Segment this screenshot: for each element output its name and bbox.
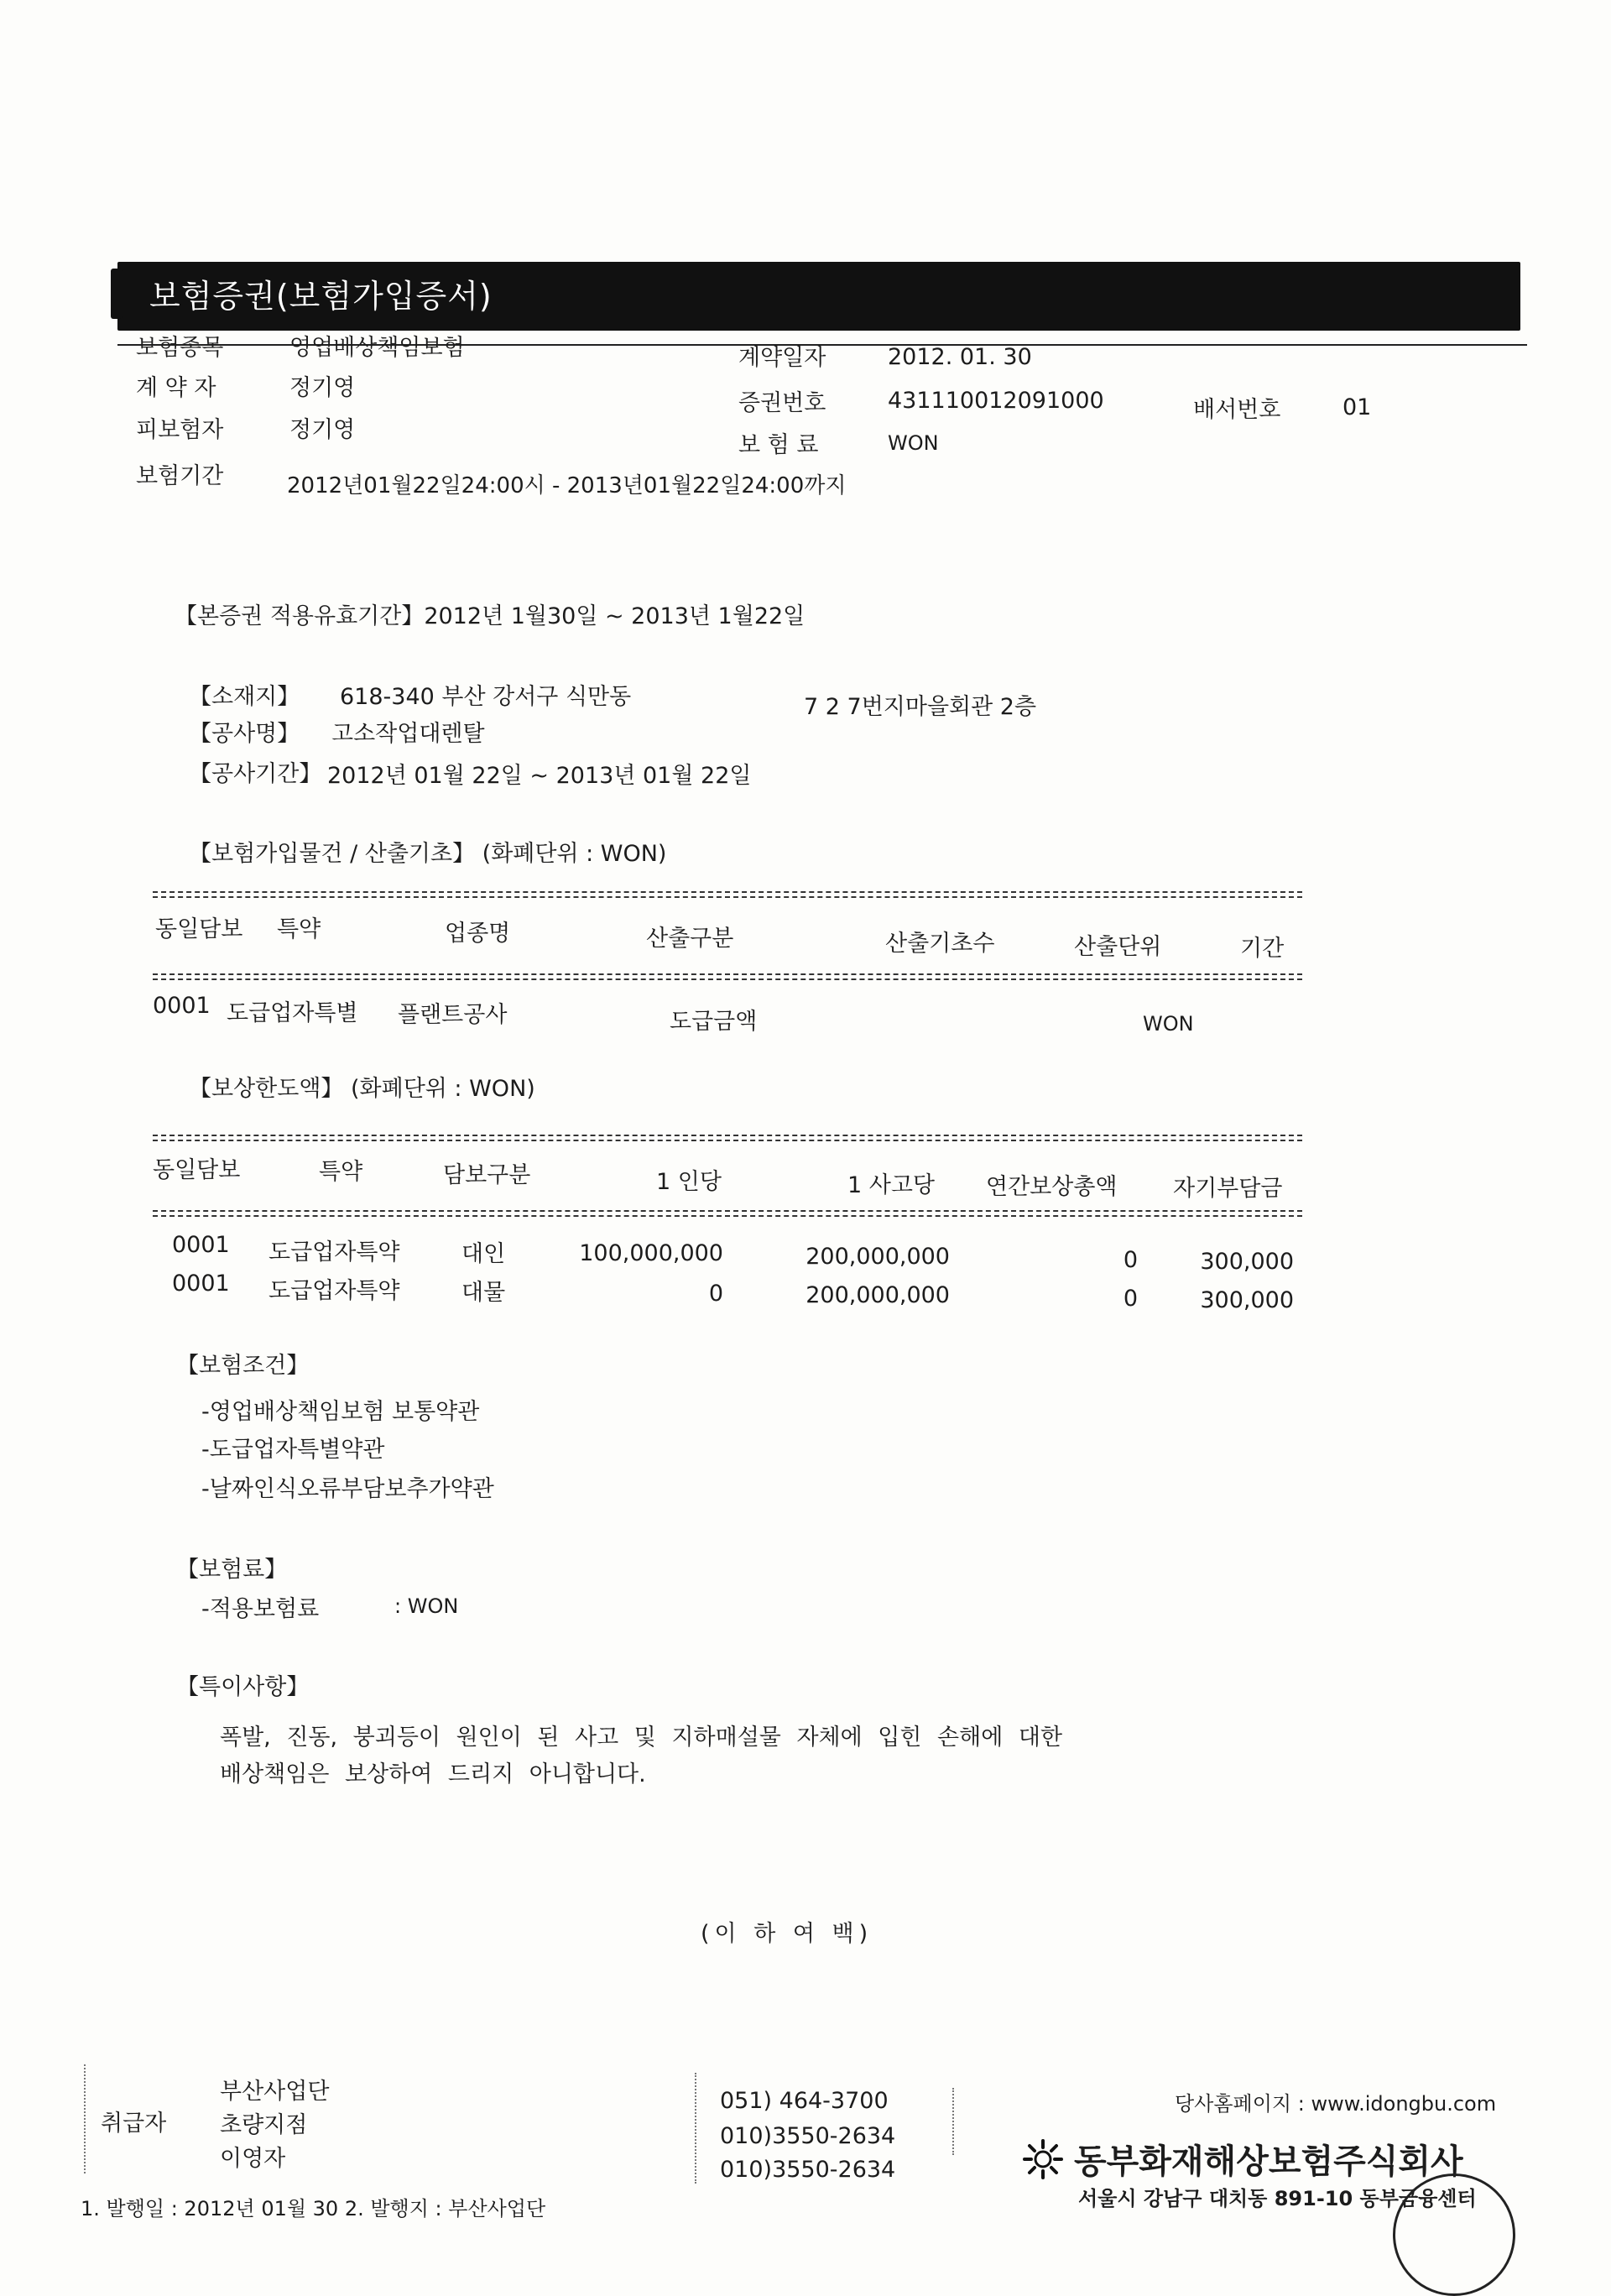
- conditions-heading: 【보험조건】: [176, 1353, 310, 1379]
- contractor-label: 계 약 자: [136, 375, 216, 401]
- limits-heading: 【보상한도액】 (화폐단위 : WON): [189, 1076, 535, 1102]
- limits-row-per-accident: 200,000,000: [806, 1282, 950, 1308]
- contract-date-label: 계약일자: [738, 345, 826, 371]
- period-label: 보험기간: [136, 463, 224, 489]
- handler-branch: 초량지점: [220, 2112, 308, 2138]
- validity-period: 【본증권 적용유효기간】2012년 1월30일 ~ 2013년 1월22일: [175, 603, 806, 629]
- condition-item: -영업배상책임보험 보통약관: [201, 1399, 480, 1425]
- location-value: 618-340 부산 강서구 식만동: [340, 684, 632, 710]
- limits-row-clause: 도급업자특약: [268, 1239, 400, 1265]
- limits-row-per-person: 100,000,000: [579, 1240, 723, 1266]
- project-period-label: 【공사기간】: [189, 761, 322, 787]
- limits-header-deductible: 자기부담금: [1173, 1176, 1283, 1202]
- basis-header-same-coverage: 동일담보: [155, 916, 243, 942]
- title-bar-mark: [111, 269, 123, 319]
- phone-2: 010)3550-2634: [720, 2123, 896, 2149]
- project-value: 고소작업대렌탈: [331, 721, 485, 747]
- company-seal: [1393, 2173, 1515, 2296]
- location-label: 【소재지】: [189, 684, 300, 710]
- applied-premium-value: : WON: [394, 1594, 459, 1618]
- basis-header-calc-type: 산출구분: [646, 926, 734, 952]
- limits-row-type: 대물: [461, 1280, 506, 1306]
- limits-header-per-person: 1 인당: [656, 1169, 722, 1195]
- table-rule: [153, 1135, 1302, 1136]
- basis-header-unit: 산출단위: [1074, 934, 1162, 960]
- location-value-detail: 7 2 7번지마을회관 2층: [804, 694, 1037, 720]
- limits-row-per-person: 0: [708, 1281, 723, 1307]
- basis-row-clause: 도급업자특별: [227, 1000, 358, 1026]
- end-mark: (이 하 여 백): [701, 1921, 873, 1947]
- limits-row-annual: 0: [1123, 1247, 1138, 1273]
- limits-row-annual: 0: [1123, 1286, 1138, 1312]
- product-label: 보험종목: [136, 335, 224, 361]
- table-rule: [153, 1215, 1302, 1217]
- footer-divider: [84, 2064, 86, 2173]
- issue-info: 1. 발행일 : 2012년 01월 30 2. 발행지 : 부산사업단: [81, 2197, 546, 2220]
- company-name: 동부화재해상보험주식회사: [1074, 2142, 1463, 2181]
- table-rule: [153, 978, 1302, 980]
- basis-row-unit: WON: [1143, 1012, 1194, 1036]
- document-title: 보험증권(보험가입증서): [149, 278, 493, 315]
- limits-row-code: 0001: [172, 1271, 230, 1297]
- basis-row-industry: 플랜트공사: [398, 1002, 508, 1028]
- condition-item: -도급업자특별약관: [201, 1437, 385, 1463]
- insured-label: 피보험자: [136, 417, 224, 443]
- table-rule: [153, 891, 1302, 893]
- limits-header-same-coverage: 동일담보: [153, 1157, 241, 1183]
- company-logo-icon: [1022, 2138, 1064, 2180]
- basis-header-calc-base: 산출기초수: [885, 931, 995, 957]
- notes-heading: 【특이사항】: [176, 1674, 310, 1700]
- insured-value: 정기영: [289, 417, 356, 443]
- policy-no-label: 증권번호: [738, 390, 826, 416]
- applied-premium-label: -적용보험료: [201, 1596, 320, 1622]
- limits-row-clause: 도급업자특약: [268, 1278, 400, 1304]
- table-rule: [153, 973, 1302, 975]
- period-value: 2012년01월22일24:00시 - 2013년01월22일24:00까지: [287, 473, 847, 498]
- company-address: 서울시 강남구 대치동 891-10 동부금융센터: [1078, 2187, 1477, 2210]
- footer-divider: [695, 2073, 696, 2184]
- premium-heading: 【보험료】: [176, 1557, 288, 1583]
- basis-row-code: 0001: [153, 993, 211, 1019]
- contractor-value: 정기영: [289, 375, 356, 401]
- footer-divider: [952, 2088, 954, 2155]
- limits-header-annual-total: 연간보상총액: [986, 1174, 1118, 1200]
- table-rule: [153, 1140, 1302, 1141]
- contract-date-value: 2012. 01. 30: [888, 344, 1032, 370]
- endorse-no-label: 배서번호: [1193, 397, 1281, 423]
- limits-row-deductible: 300,000: [1200, 1249, 1294, 1275]
- handler-label: 취급자: [101, 2111, 167, 2137]
- basis-header-clause: 특약: [277, 916, 321, 942]
- table-rule: [153, 896, 1302, 898]
- product-value: 영업배상책임보험: [289, 335, 465, 361]
- endorse-no-value: 01: [1342, 394, 1372, 420]
- premium-value: WON: [888, 431, 939, 455]
- limits-header-per-accident: 1 사고당: [847, 1172, 936, 1198]
- handler-branch-group: 부산사업단: [220, 2079, 330, 2105]
- basis-header-industry: 업종명: [445, 921, 511, 947]
- title-bar: [117, 262, 1520, 331]
- basis-row-calc-type: 도급금액: [670, 1009, 758, 1035]
- premium-label: 보 험 료: [738, 432, 819, 458]
- phone-1: 051) 464-3700: [720, 2088, 889, 2114]
- notes-line-2: 배상책임은 보상하여 드리지 아니합니다.: [220, 1761, 646, 1787]
- limits-row-code: 0001: [172, 1232, 230, 1258]
- limits-row-per-accident: 200,000,000: [806, 1244, 950, 1270]
- table-rule: [153, 1210, 1302, 1212]
- limits-header-clause: 특약: [319, 1159, 363, 1185]
- condition-item: -날짜인식오류부담보추가약관: [201, 1476, 494, 1502]
- notes-line-1: 폭발, 진동, 붕괴등이 원인이 된 사고 및 지하매설물 자체에 입힌 손해에 대한: [220, 1725, 1063, 1751]
- coverage-basis-heading: 【보험가입물건 / 산출기초】 (화폐단위 : WON): [189, 841, 667, 867]
- homepage: 당사홈페이지 : www.idongbu.com: [1175, 2092, 1497, 2116]
- limits-row-deductible: 300,000: [1200, 1287, 1294, 1313]
- limits-row-type: 대인: [461, 1241, 506, 1267]
- project-period-value: 2012년 01월 22일 ~ 2013년 01월 22일: [327, 763, 752, 789]
- basis-header-period: 기간: [1240, 936, 1285, 962]
- phone-3: 010)3550-2634: [720, 2157, 896, 2183]
- handler-name: 이영자: [220, 2146, 286, 2172]
- policy-no-value: 431110012091000: [888, 388, 1104, 414]
- project-label: 【공사명】: [189, 721, 300, 747]
- limits-header-coverage-type: 담보구분: [443, 1162, 531, 1188]
